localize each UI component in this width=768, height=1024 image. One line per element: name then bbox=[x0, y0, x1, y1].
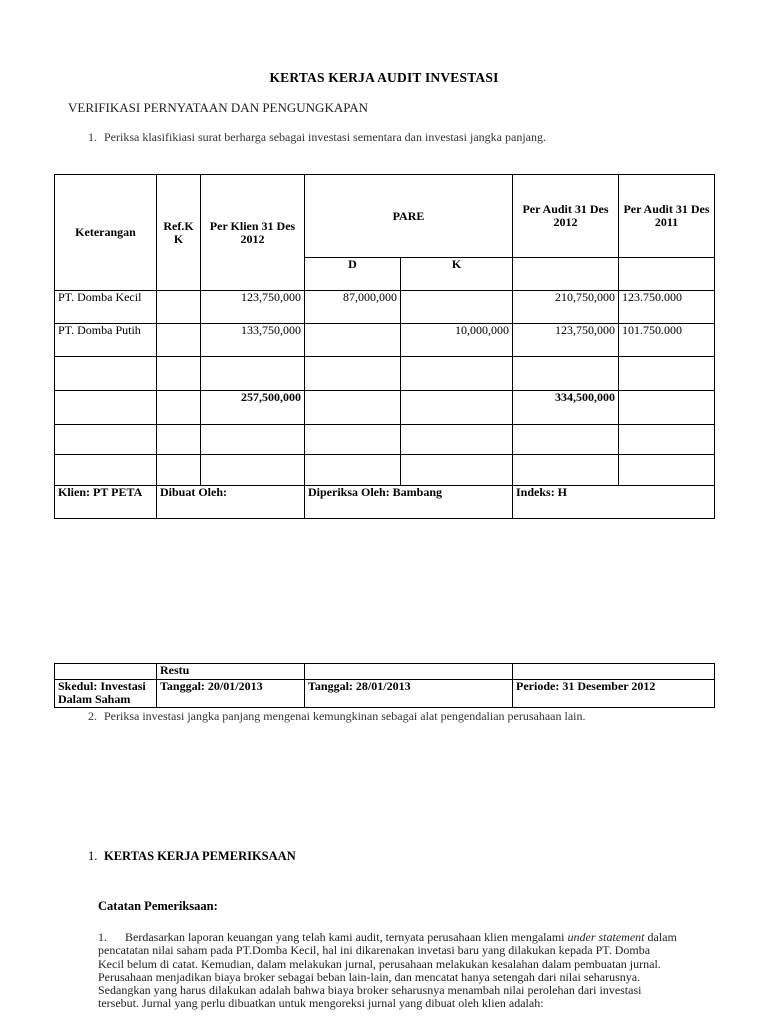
cell-keterangan bbox=[55, 357, 157, 391]
instruction-item-1 bbox=[88, 130, 546, 145]
cell-klien bbox=[201, 455, 305, 486]
cell-audit-2012 bbox=[513, 425, 619, 455]
empty-cell bbox=[513, 664, 715, 680]
cell-ref bbox=[157, 391, 201, 425]
cell-klien bbox=[201, 357, 305, 391]
table-row bbox=[55, 324, 715, 357]
paragraph-number: 1. bbox=[98, 930, 107, 944]
notes-paragraph bbox=[98, 931, 678, 1011]
cell-klien: 123,750,000 bbox=[201, 291, 305, 324]
cell-ref bbox=[157, 291, 201, 324]
cell-keterangan bbox=[55, 425, 157, 455]
instruction-item-2 bbox=[88, 709, 586, 724]
table-row bbox=[55, 455, 715, 486]
cell-k bbox=[401, 291, 513, 324]
cell-audit-2012: 123,750,000 bbox=[513, 324, 619, 357]
cell-audit-2011 bbox=[619, 357, 715, 391]
header-refkk: Ref.K K bbox=[157, 175, 201, 291]
restu-label: Restu bbox=[157, 664, 305, 680]
cell-audit-2011: 101.750.000 bbox=[619, 324, 715, 357]
cell-k bbox=[401, 455, 513, 486]
cell-ref bbox=[157, 425, 201, 455]
cell-k: 10,000,000 bbox=[401, 324, 513, 357]
section-label: KERTAS KERJA PEMERIKSAAN bbox=[104, 849, 296, 863]
table-footer-row bbox=[55, 486, 715, 519]
footer-diperiksa-oleh: Diperiksa Oleh: Bambang bbox=[305, 486, 513, 519]
cell-audit-2011: 123.750.000 bbox=[619, 291, 715, 324]
cell-keterangan bbox=[55, 455, 157, 486]
cell-audit-2011 bbox=[619, 425, 715, 455]
table-row bbox=[55, 291, 715, 324]
empty-cell bbox=[55, 664, 157, 680]
cell-keterangan: PT. Domba Putih bbox=[55, 324, 157, 357]
cell-audit-2012 bbox=[513, 455, 619, 486]
section-subtitle: VERIFIKASI PERNYATAAN DAN PENGUNGKAPAN bbox=[68, 100, 369, 115]
empty-cell bbox=[619, 258, 715, 291]
cell-keterangan bbox=[55, 391, 157, 425]
header-audit-2011: Per Audit 31 Des 2011 bbox=[619, 175, 715, 258]
table-row bbox=[55, 391, 715, 425]
section-heading bbox=[88, 849, 296, 864]
paragraph-text: Berdasarkan laporan keuangan yang telah kami audit, ternyata perusahaan klien mengalami bbox=[125, 930, 565, 944]
header-pare: PARE bbox=[305, 175, 513, 258]
cell-keterangan: PT. Domba Kecil bbox=[55, 291, 157, 324]
instruction-number: 2. bbox=[88, 709, 97, 723]
header-d: D bbox=[305, 258, 401, 291]
audit-table bbox=[54, 174, 715, 519]
cell-k bbox=[401, 391, 513, 425]
header-k: K bbox=[401, 258, 513, 291]
total-klien: 257,500,000 bbox=[201, 391, 305, 425]
cell-d bbox=[305, 455, 401, 486]
document-title: KERTAS KERJA AUDIT INVESTASI bbox=[269, 70, 499, 85]
cell-d bbox=[305, 357, 401, 391]
instruction-number: 1. bbox=[88, 130, 97, 144]
footer-klien: Klien: PT PETA bbox=[55, 486, 157, 519]
cell-k bbox=[401, 425, 513, 455]
total-audit-2012: 334,500,000 bbox=[513, 391, 619, 425]
section-number: 1. bbox=[88, 849, 98, 863]
tanggal-dibuat: Tanggal: 20/01/2013 bbox=[157, 680, 305, 708]
table-row bbox=[55, 357, 715, 391]
header-keterangan: Keterangan bbox=[55, 175, 157, 291]
cell-audit-2011 bbox=[619, 391, 715, 425]
cell-d bbox=[305, 324, 401, 357]
paragraph-text-continued: dalam pencatatan nilai saham pada PT.Domba Kecil, hal ini dikarenakan invetasi baru yang dilakukan kepada PT. Domba Kecil belum di catat. Kemudian, dalam melakukan jurnal, perusahaan melakukan kesalahan dalam pembuatan jurnal. Perusahaan menjadikan biaya broker sebagai beban lain-lain, dan mencatat hanya setengah dari nilai seharusnya. Sedangkan yang harus dilakukan adalah bahwa biaya broker seharusnya menambah nilai perolehan dari investasi tersebut. Jurnal yang perlu dibuatkan untuk mengoreksi jurnal yang dibuat oleh klien adalah: bbox=[98, 930, 677, 1011]
cell-ref bbox=[157, 324, 201, 357]
skedul-label: Skedul: Investasi Dalam Saham bbox=[55, 680, 157, 708]
paragraph-italic-term: under statement bbox=[567, 930, 645, 944]
cell-audit-2011 bbox=[619, 455, 715, 486]
periode-label: Periode: 31 Desember 2012 bbox=[513, 680, 715, 708]
cell-k bbox=[401, 357, 513, 391]
cell-d bbox=[305, 391, 401, 425]
footer-indeks: Indeks: H bbox=[513, 486, 715, 519]
schedule-table bbox=[54, 663, 715, 708]
cell-audit-2012 bbox=[513, 357, 619, 391]
notes-title: Catatan Pemeriksaan: bbox=[98, 899, 218, 913]
instruction-text: Periksa klasifikiasi surat berharga sebagai investasi sementara dan investasi jangka panjang. bbox=[104, 130, 546, 144]
empty-cell bbox=[513, 258, 619, 291]
instruction-text: Periksa investasi jangka panjang mengenai kemungkinan sebagai alat pengendalian perusahaan lain. bbox=[104, 709, 586, 723]
cell-d bbox=[305, 425, 401, 455]
header-audit-2012: Per Audit 31 Des 2012 bbox=[513, 175, 619, 258]
cell-d: 87,000,000 bbox=[305, 291, 401, 324]
cell-klien: 133,750,000 bbox=[201, 324, 305, 357]
footer-dibuat-oleh: Dibuat Oleh: bbox=[157, 486, 305, 519]
table-row bbox=[55, 425, 715, 455]
cell-klien bbox=[201, 425, 305, 455]
tanggal-diperiksa: Tanggal: 28/01/2013 bbox=[305, 680, 513, 708]
header-klien-2012: Per Klien 31 Des 2012 bbox=[201, 175, 305, 291]
cell-ref bbox=[157, 455, 201, 486]
cell-audit-2012: 210,750,000 bbox=[513, 291, 619, 324]
cell-ref bbox=[157, 357, 201, 391]
empty-cell bbox=[305, 664, 513, 680]
